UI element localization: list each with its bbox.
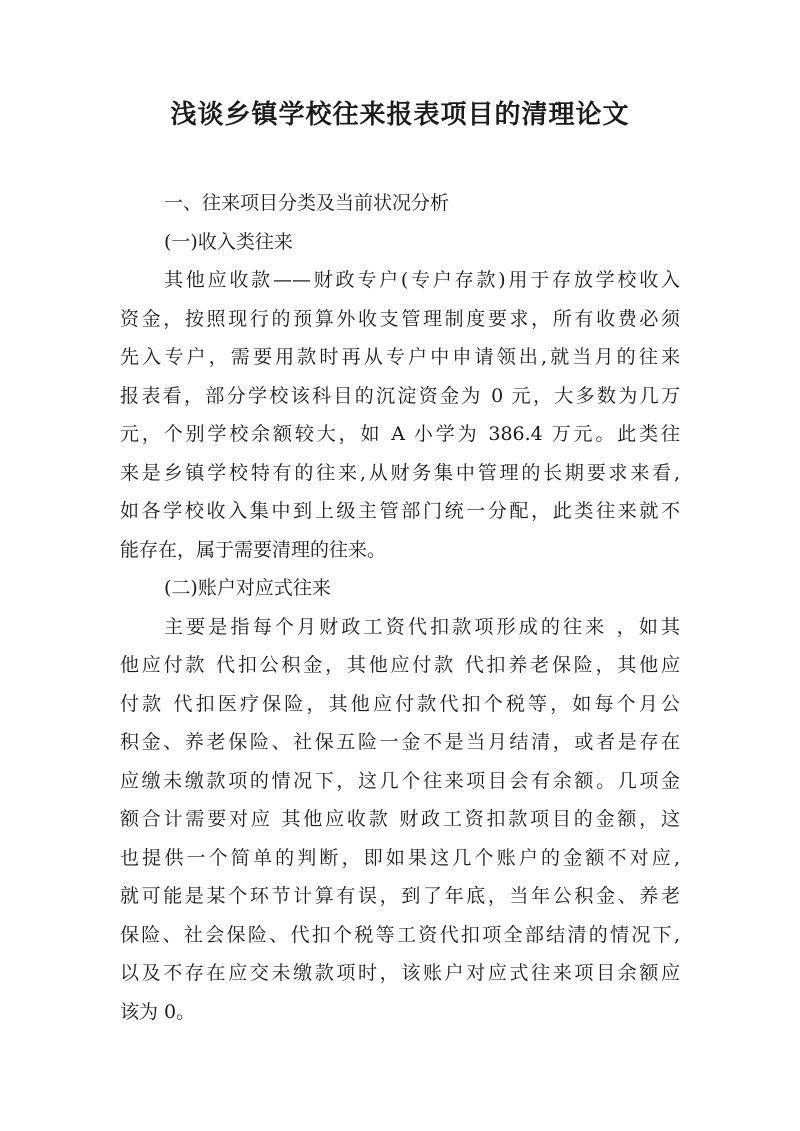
paragraph-line: 来是乡镇学校特有的往来,从财务集中管理的长期要求来看, (120, 461, 680, 484)
section-heading: 一、往来项目分类及当前状况分析 (164, 192, 450, 214)
paragraph-line: 额合计需要对应 其他应收款 财政工资扣款项目的金额，这 (120, 808, 680, 830)
paragraph-line: 能存在，属于需要清理的往来。 (120, 538, 387, 561)
paragraph-line: 付款 代扣医疗保险，其他应付款代扣个税等，如每个月公 (120, 692, 680, 715)
paragraph-line: 也提供一个简单的判断，即如果这几个账户的金额不对应, (120, 846, 680, 869)
paragraph-line: 其他应收款——财政专户(专户存款)用于存放学校收入 (164, 269, 680, 291)
paragraph-line: 以及不存在应交未缴款项时，该账户对应式往来项目余额应 (120, 962, 680, 984)
paragraph-line: 他应付款 代扣公积金，其他应付款 代扣养老保险，其他应 (120, 654, 680, 676)
paragraph-line: 报表看，部分学校该科目的沉淀资金为 0 元，大多数为几万 (120, 384, 680, 407)
document-body (120, 184, 680, 1031)
paragraph-line: 如各学校收入集中到上级主管部门统一分配，此类往来就不 (120, 500, 680, 522)
paragraph-line: 应缴未缴款项的情况下，这几个往来项目会有余额。几项金 (120, 769, 680, 792)
paragraph-line: 先入专户，需要用款时再从专户中申请领出,就当月的往来 (120, 346, 680, 368)
paragraph-line: 保险、社会保险、代扣个税等工资代扣项全部结清的情况下, (120, 923, 680, 946)
subsection-heading: (二)账户对应式往来 (164, 577, 331, 599)
subsection-heading: (一)收入类往来 (164, 230, 293, 253)
paragraph-line: 该为 0。 (120, 1000, 196, 1023)
document-title: 浅谈乡镇学校往来报表项目的清理论文 (170, 100, 630, 130)
paragraph-line: 主要是指每个月财政工资代扣款项形成的往来 ，如其 (164, 615, 680, 638)
paragraph-line: 元，个别学校余额较大，如 A 小学为 386.4 万元。此类往 (120, 423, 680, 445)
paragraph-line: 积金、养老保险、社保五险一金不是当月结清，或者是存在 (120, 731, 680, 753)
paragraph-line: 就可能是某个环节计算有误，到了年底，当年公积金、养老 (120, 885, 680, 907)
paragraph-line: 资金，按照现行的预算外收支管理制度要求，所有收费必须 (120, 307, 680, 330)
